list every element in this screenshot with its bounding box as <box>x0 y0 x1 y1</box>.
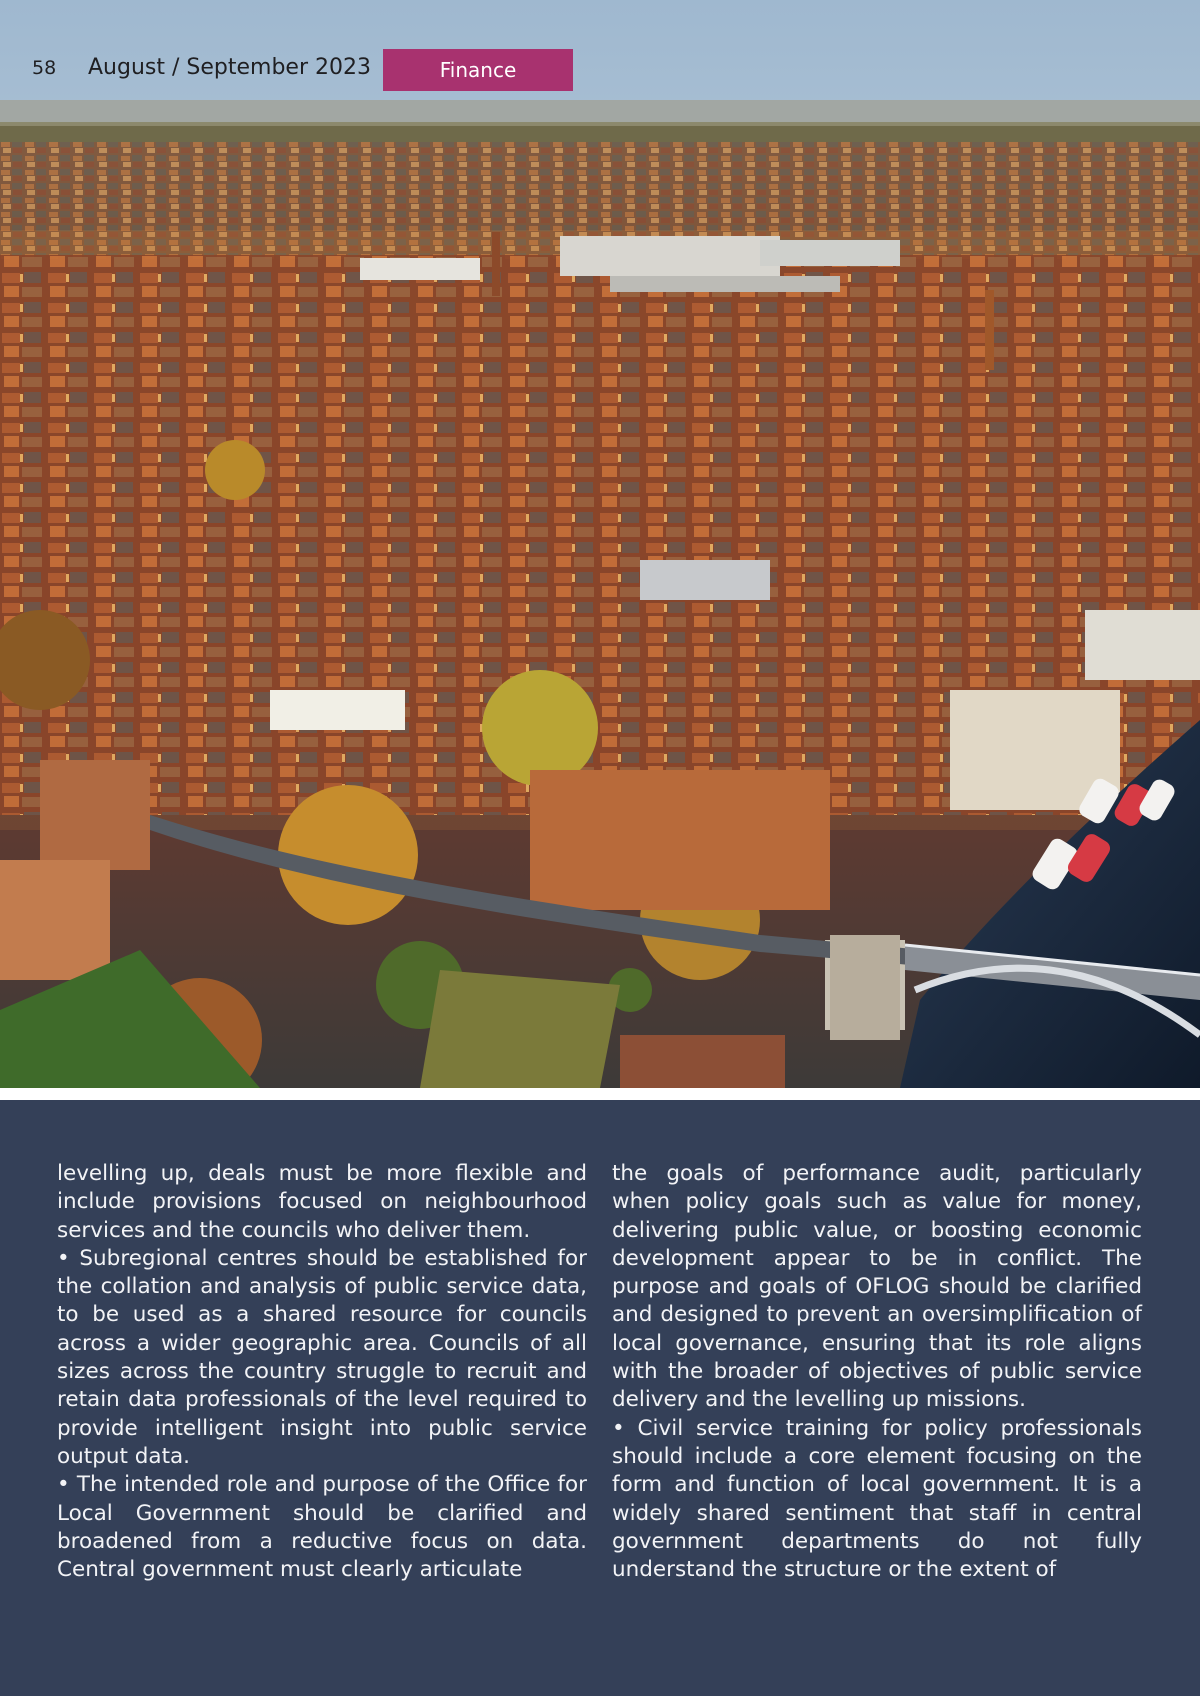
section-badge: Finance <box>383 49 573 91</box>
article-column-left <box>57 1160 587 1584</box>
page-number: 58 <box>32 57 57 79</box>
article-column-right <box>612 1160 1142 1584</box>
paragraph: • The intended role and purpose of the Office for Local Government should be clarified and broadened from a reductive focus on data. Central government must clearly articulate <box>57 1472 587 1583</box>
paragraph: levelling up, deals must be more flexible and include provisions focused on neighbourhood services and the councils who deliver them. <box>57 1161 587 1243</box>
issue-date: August / September 2023 <box>88 55 371 80</box>
article-panel <box>0 1100 1200 1696</box>
paragraph: • Subregional centres should be established for the collation and analysis of public service data, to be used as a shared resource for councils across a wider geographic area. Councils of all sizes across the country struggle to recruit and retain data professionals of the level required to provide intelligent insight into public service output data. <box>57 1245 587 1469</box>
page-header <box>0 46 1200 92</box>
paragraph: the goals of performance audit, particularly when policy goals such as value for money, delivering public value, or boosting economic development appear to be in conflict. The purpose and goals of OFLOG should be clarified and designed to prevent an oversimplification of local governance, ensuring that its role aligns with the broader of objectives of public service delivery and the levelling up missions. <box>612 1161 1142 1413</box>
paragraph: • Civil service training for policy professionals should include a core element focusing on the form and function of local government. It is a widely shared sentiment that staff in central government departments do not fully understand the structure or the extent of <box>612 1415 1142 1583</box>
